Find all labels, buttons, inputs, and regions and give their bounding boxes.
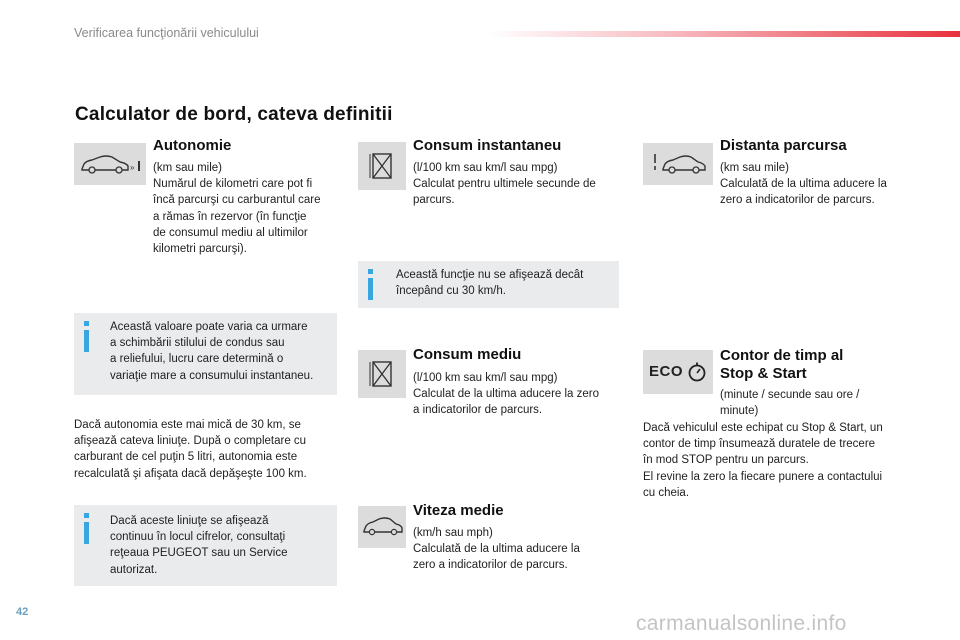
distanta-title: Distanta parcursa [720, 137, 847, 154]
note-text: Această valoare poate varia ca urmare a schimbării stilului de condus sau a reliefului, lucru care determină o variaţie mare a consumului instantaneu. [110, 321, 314, 382]
note-box-autonomie [74, 313, 337, 395]
distance-icon [643, 143, 713, 185]
viteza-medie-description: (km/h sau mph) Calculată de la ultima aducere la zero a indicatorilor de parcurs. [413, 527, 580, 572]
note-box-speed [358, 261, 619, 308]
autonomie-title: Autonomie [153, 137, 232, 154]
consum-instantaneu-description: (l/100 km sau km/l sau mpg) Calculat pentru ultimele secunde de parcurs. [413, 162, 596, 207]
info-icon [84, 321, 89, 326]
running-header: Verificarea funcţionării vehiculului [74, 26, 259, 40]
note-box-dashes [74, 505, 337, 586]
header-accent-bar [488, 31, 960, 37]
eco-label: ECO [649, 363, 684, 380]
autonomie-paragraph: Dacă autonomia este mai mică de 30 km, se afişează cateva liniuţe. După o completare cu carburant de cel puţin 5 litri, autonomia este recalculată şi afişata dacă depăşeşte 100 km. [74, 419, 307, 480]
consum-mediu-title: Consum mediu [413, 346, 522, 363]
viteza-medie-title: Viteza medie [413, 502, 504, 519]
watermark: carmanualsonline.info [636, 612, 847, 635]
autonomie-description: (km sau mile) Numărul de kilometri care pot fi încă parcurşi cu carburantul care a rămas în rezervor (în funcţie de consumul mediu al ultimilor kilometri parcurşi). [153, 162, 321, 256]
average-consumption-icon [358, 350, 406, 398]
contor-paragraph: Dacă vehiculul este echipat cu Stop & Start, un contor de timp însumează duratele de trecere în mod STOP pentru un parcurs. El revine la zero la fiecare punere a contactului cu cheia. [643, 422, 883, 499]
note-text: Această funcţie nu se afişează decât începând cu 30 km/h. [396, 269, 584, 298]
info-icon [84, 513, 89, 518]
note-text: Dacă aceste liniuţe se afişează continuu în locul cifrelor, consultaţi reţeaua PEUGEOT sau un Service autorizat. [110, 515, 288, 576]
page-title: Calculator de bord, cateva definitii [75, 104, 393, 125]
distanta-description: (km sau mile) Calculată de la ultima aducere la zero a indicatorilor de parcurs. [720, 162, 887, 207]
car-range-icon [74, 143, 146, 185]
consum-instantaneu-title: Consum instantaneu [413, 137, 562, 154]
fuel-consumption-icon [358, 142, 406, 190]
contor-title: Contor de timp al Stop & Start [720, 347, 844, 382]
consum-mediu-description: (l/100 km sau km/l sau mpg) Calculat de la ultima aducere la zero a indicatorilor de parcurs. [413, 372, 600, 417]
contor-description: (minute / secunde sau ore / minute) [720, 389, 860, 418]
page-number: 42 [16, 606, 29, 618]
eco-timer-icon [643, 350, 713, 394]
svg-text:»: » [130, 163, 135, 172]
average-speed-icon [358, 506, 406, 548]
info-icon [368, 269, 373, 274]
